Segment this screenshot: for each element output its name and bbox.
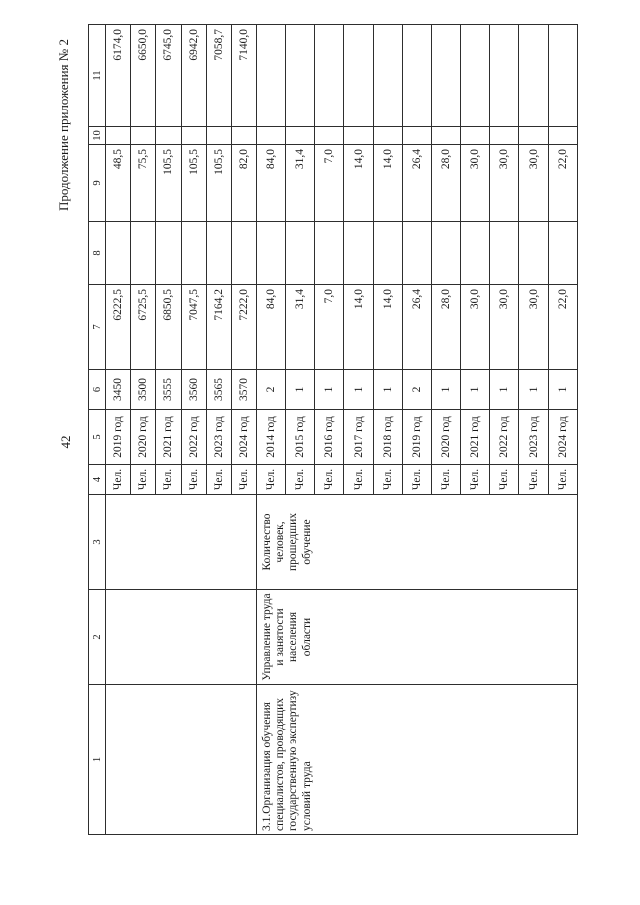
blank-cell: [106, 685, 257, 835]
value-cell-c6: 1: [431, 370, 460, 410]
column-number-row: [89, 25, 106, 835]
value-cell-c11: 7058,7: [206, 25, 231, 127]
value-cell-c10: [156, 127, 181, 145]
table-row: [256, 25, 285, 835]
year-cell: 2022 год: [181, 410, 206, 465]
value-cell-c6: 3555: [156, 370, 181, 410]
executor-cell: Управление труда и занятости населения области: [256, 590, 577, 685]
table-body: [89, 25, 578, 835]
unit-cell: Чел.: [256, 465, 285, 495]
value-cell-c10: [286, 127, 315, 145]
value-cell-c11: [519, 25, 548, 127]
value-cell-c9: 28,0: [431, 145, 460, 222]
year-cell: 2024 год: [231, 410, 256, 465]
unit-cell: Чел.: [156, 465, 181, 495]
value-cell-c10: [344, 127, 373, 145]
value-cell-c7: 22,0: [548, 285, 577, 370]
value-cell-c9: 105,5: [206, 145, 231, 222]
unit-cell: Чел.: [231, 465, 256, 495]
value-cell-c10: [231, 127, 256, 145]
year-cell: 2023 год: [519, 410, 548, 465]
value-cell-c8: [286, 222, 315, 285]
value-cell-c7: 7164,2: [206, 285, 231, 370]
value-cell-c9: 30,0: [461, 145, 490, 222]
unit-cell: Чел.: [181, 465, 206, 495]
unit-cell: Чел.: [548, 465, 577, 495]
value-cell-c8: [490, 222, 519, 285]
value-cell-c7: 30,0: [519, 285, 548, 370]
value-cell-c11: [402, 25, 431, 127]
value-cell-c11: [490, 25, 519, 127]
value-cell-c7: 6850,5: [156, 285, 181, 370]
value-cell-c9: 105,5: [156, 145, 181, 222]
value-cell-c7: 30,0: [461, 285, 490, 370]
column-number: 2: [89, 590, 106, 685]
value-cell-c7: 26,4: [402, 285, 431, 370]
year-cell: 2024 год: [548, 410, 577, 465]
value-cell-c6: 1: [490, 370, 519, 410]
value-cell-c10: [373, 127, 402, 145]
value-cell-c10: [181, 127, 206, 145]
value-cell-c10: [548, 127, 577, 145]
column-number: 3: [89, 495, 106, 590]
value-cell-c6: 1: [315, 370, 344, 410]
value-cell-c11: [286, 25, 315, 127]
year-cell: 2018 год: [373, 410, 402, 465]
value-cell-c9: 31,4: [286, 145, 315, 222]
value-cell-c9: 22,0: [548, 145, 577, 222]
value-cell-c11: [431, 25, 460, 127]
value-cell-c11: [315, 25, 344, 127]
value-cell-c9: 82,0: [231, 145, 256, 222]
value-cell-c10: [131, 127, 156, 145]
value-cell-c7: 31,4: [286, 285, 315, 370]
value-cell-c8: [256, 222, 285, 285]
value-cell-c8: [156, 222, 181, 285]
value-cell-c6: 1: [373, 370, 402, 410]
column-number: 6: [89, 370, 106, 410]
value-cell-c8: [431, 222, 460, 285]
value-cell-c6: 2: [402, 370, 431, 410]
year-cell: 2014 год: [256, 410, 285, 465]
column-number: 8: [89, 222, 106, 285]
value-cell-c9: 26,4: [402, 145, 431, 222]
value-cell-c11: 7140,0: [231, 25, 256, 127]
column-number: 11: [89, 25, 106, 127]
value-cell-c9: 14,0: [373, 145, 402, 222]
value-cell-c6: 1: [344, 370, 373, 410]
value-cell-c6: 3570: [231, 370, 256, 410]
value-cell-c7: 28,0: [431, 285, 460, 370]
value-cell-c8: [231, 222, 256, 285]
value-cell-c6: 3500: [131, 370, 156, 410]
value-cell-c6: 2: [256, 370, 285, 410]
value-cell-c8: [344, 222, 373, 285]
value-cell-c6: 1: [548, 370, 577, 410]
unit-cell: Чел.: [344, 465, 373, 495]
value-cell-c7: 7,0: [315, 285, 344, 370]
column-number: 4: [89, 465, 106, 495]
value-cell-c10: [106, 127, 131, 145]
value-cell-c6: 1: [286, 370, 315, 410]
column-number: 9: [89, 145, 106, 222]
value-cell-c6: 1: [519, 370, 548, 410]
year-cell: 2017 год: [344, 410, 373, 465]
unit-cell: Чел.: [373, 465, 402, 495]
page-number: 42: [58, 435, 73, 449]
event-cell: 3.1.Организация обучения специалистов, проводящих государственную экспертизу условий труда: [256, 685, 577, 835]
year-cell: 2020 год: [131, 410, 156, 465]
value-cell-c8: [548, 222, 577, 285]
value-cell-c8: [131, 222, 156, 285]
year-cell: 2020 год: [431, 410, 460, 465]
year-cell: 2021 год: [156, 410, 181, 465]
value-cell-c10: [315, 127, 344, 145]
value-cell-c11: [256, 25, 285, 127]
value-cell-c9: 14,0: [344, 145, 373, 222]
blank-cell: [106, 495, 257, 590]
unit-cell: Чел.: [519, 465, 548, 495]
unit-cell: Чел.: [402, 465, 431, 495]
value-cell-c11: 6174,0: [106, 25, 131, 127]
value-cell-c10: [206, 127, 231, 145]
value-cell-c8: [106, 222, 131, 285]
value-cell-c11: [344, 25, 373, 127]
value-cell-c11: 6745,0: [156, 25, 181, 127]
year-cell: 2021 год: [461, 410, 490, 465]
value-cell-c7: 14,0: [344, 285, 373, 370]
value-cell-c7: 7047,5: [181, 285, 206, 370]
unit-cell: Чел.: [206, 465, 231, 495]
value-cell-c7: 84,0: [256, 285, 285, 370]
table-row: [106, 25, 131, 835]
value-cell-c8: [315, 222, 344, 285]
value-cell-c9: 84,0: [256, 145, 285, 222]
year-cell: 2016 год: [315, 410, 344, 465]
value-cell-c8: [373, 222, 402, 285]
value-cell-c8: [402, 222, 431, 285]
value-cell-c10: [461, 127, 490, 145]
value-cell-c7: 14,0: [373, 285, 402, 370]
year-cell: 2023 год: [206, 410, 231, 465]
value-cell-c11: [548, 25, 577, 127]
value-cell-c6: 3450: [106, 370, 131, 410]
year-cell: 2022 год: [490, 410, 519, 465]
value-cell-c10: [431, 127, 460, 145]
unit-cell: Чел.: [106, 465, 131, 495]
unit-cell: Чел.: [431, 465, 460, 495]
value-cell-c9: 30,0: [519, 145, 548, 222]
column-number: 1: [89, 685, 106, 835]
value-cell-c7: 6222,5: [106, 285, 131, 370]
value-cell-c8: [461, 222, 490, 285]
appendix-heading: Продолжение приложения № 2: [56, 39, 71, 211]
unit-cell: Чел.: [315, 465, 344, 495]
value-cell-c9: 30,0: [490, 145, 519, 222]
year-cell: 2019 год: [106, 410, 131, 465]
unit-cell: Чел.: [286, 465, 315, 495]
blank-cell: [106, 590, 257, 685]
value-cell-c11: [373, 25, 402, 127]
value-cell-c11: 6942,0: [181, 25, 206, 127]
value-cell-c11: [461, 25, 490, 127]
column-number: 5: [89, 410, 106, 465]
value-cell-c7: 7222,0: [231, 285, 256, 370]
indicator-cell: Количество человек, прошедших обучение: [256, 495, 577, 590]
value-cell-c6: 1: [461, 370, 490, 410]
column-number: 10: [89, 127, 106, 145]
value-cell-c6: 3565: [206, 370, 231, 410]
value-cell-c10: [256, 127, 285, 145]
value-cell-c9: 105,5: [181, 145, 206, 222]
value-cell-c9: 48,5: [106, 145, 131, 222]
value-cell-c10: [490, 127, 519, 145]
value-cell-c7: 30,0: [490, 285, 519, 370]
unit-cell: Чел.: [490, 465, 519, 495]
year-cell: 2015 год: [286, 410, 315, 465]
value-cell-c9: 7,0: [315, 145, 344, 222]
value-cell-c6: 3560: [181, 370, 206, 410]
value-cell-c10: [519, 127, 548, 145]
value-cell-c8: [519, 222, 548, 285]
year-cell: 2019 год: [402, 410, 431, 465]
unit-cell: Чел.: [461, 465, 490, 495]
column-number: 7: [89, 285, 106, 370]
value-cell-c8: [181, 222, 206, 285]
program-table: [88, 24, 578, 835]
value-cell-c11: 6650,0: [131, 25, 156, 127]
value-cell-c7: 6725,5: [131, 285, 156, 370]
unit-cell: Чел.: [131, 465, 156, 495]
rotated-table-container: [88, 25, 578, 835]
value-cell-c10: [402, 127, 431, 145]
value-cell-c8: [206, 222, 231, 285]
value-cell-c9: 75,5: [131, 145, 156, 222]
